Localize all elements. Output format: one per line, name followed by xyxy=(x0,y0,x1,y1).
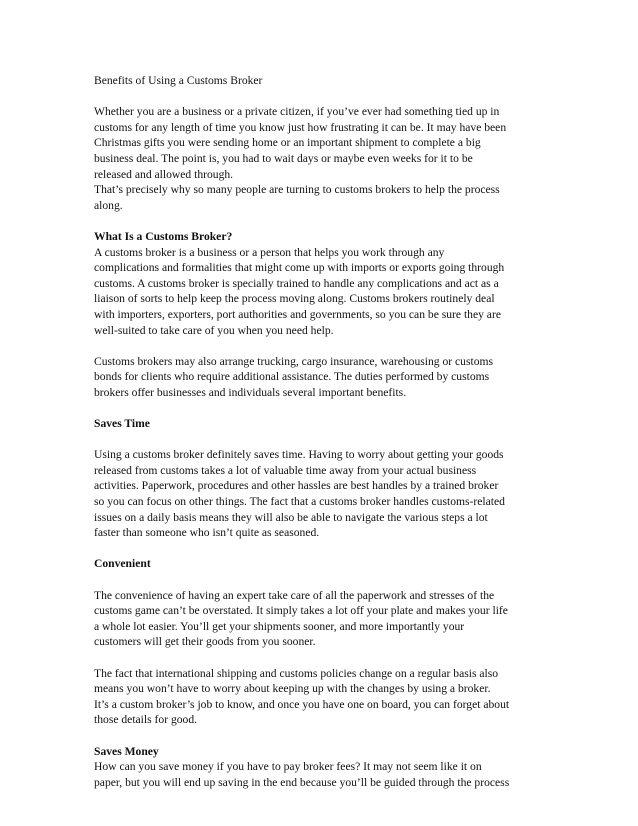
spacer xyxy=(94,213,546,229)
spacer xyxy=(94,541,546,557)
document-title: Benefits of Using a Customs Broker xyxy=(94,74,263,87)
spacer xyxy=(94,432,546,448)
spacer xyxy=(94,338,546,354)
section-heading-convenient: Convenient xyxy=(94,557,151,571)
section-paragraph: Customs brokers may also arrange trucking, cargo insurance, warehousing or customs bonds for clients who require additional assistance. The duties performed by customs brokers offer businesses and individuals several important benefits. xyxy=(94,354,494,399)
section-heading-saves-time: Saves Time xyxy=(94,417,150,431)
spacer xyxy=(94,728,546,744)
spacer xyxy=(94,572,546,588)
section-heading-what-is: What Is a Customs Broker? xyxy=(94,229,233,243)
intro-paragraph-2: That’s precisely why so many people are turning to customs brokers to help the process along. xyxy=(94,183,500,212)
section-heading-saves-money: Saves Money xyxy=(94,744,159,758)
spacer xyxy=(94,650,546,666)
section-paragraph: Using a customs broker definitely saves time. Having to worry about getting your goods released from customs takes a lot of valuable time away from your actual business activities. Paperwork, procedures and other hassles are best handles by a trained broker so you can focus on other things. The fact that a customs broker handles customs-related issues on a daily basis means they will also be able to navigate the various steps a lot faster than someone who isn’t quite as seasoned. xyxy=(94,448,505,540)
spacer xyxy=(94,89,546,105)
section-paragraph: The convenience of having an expert take care of all the paperwork and stresses of the customs game can’t be overstated. It simply takes a lot off your plate and makes your life a whole lot easier. You’ll get your shipments sooner, and more importantly your customers will get their goods from you sooner. xyxy=(94,588,508,649)
document-body xyxy=(94,73,546,790)
intro-paragraph: Whether you are a business or a private citizen, if you’ve ever had something tied up in customs for any length of time you know just how frustrating it can be. It may have been Christmas gifts you were sending home or an important shipment to complete a big business deal. The point is, you had to wait days or maybe even weeks for it to be released and allowed through. xyxy=(94,105,507,181)
spacer xyxy=(94,400,546,416)
section-paragraph: A customs broker is a business or a person that helps you work through any complications and formalities that might come up with imports or exports going through customs. A customs broker is specially trained to handle any complications and act as a liaison of sorts to help keep the process moving along. Customs brokers routinely deal with importers, exporters, port authorities and governments, so you can be sure they are well-suited to take care of you when you need help. xyxy=(94,245,505,337)
section-paragraph: The fact that international shipping and customs policies change on a regular basis also means you won’t have to worry about keeping up with the changes by using a broker. It’s a custom broker’s job to know, and once you have one on board, you can forget about those details for good. xyxy=(94,666,510,727)
section-paragraph: How can you save money if you have to pay broker fees? It may not seem like it on paper, but you will end up saving in the end because you’ll be guided through the process xyxy=(94,760,510,789)
